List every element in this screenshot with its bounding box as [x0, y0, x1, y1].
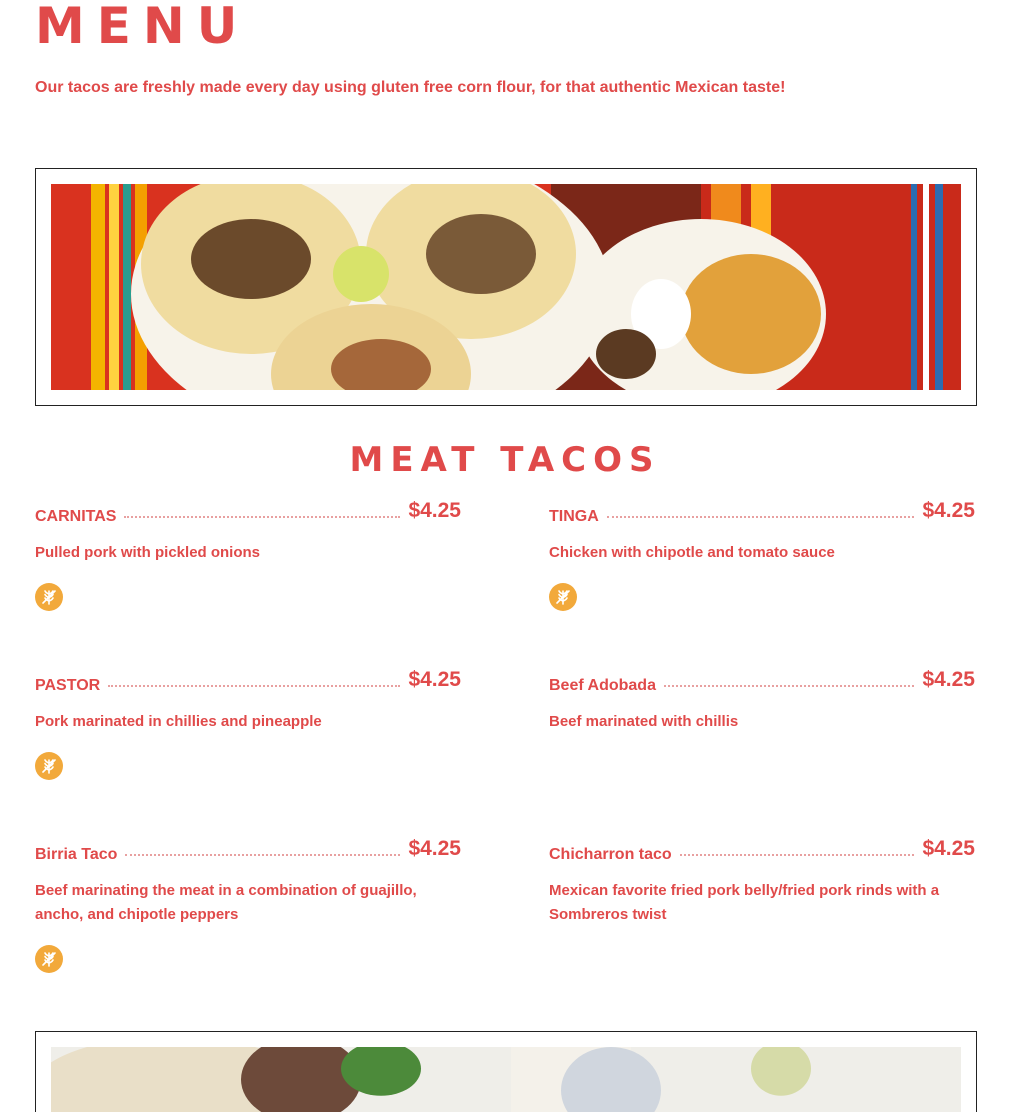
wheat-icon [35, 945, 63, 973]
item-description: Beef marinating the meat in a combination of guajillo, ancho, and chipotle peppers [35, 882, 417, 923]
item-price: $4.25 [408, 668, 461, 691]
item-price: $4.25 [922, 668, 975, 691]
item-name: Beef Adobada [549, 677, 656, 694]
second-photo [51, 1047, 961, 1112]
item-description: Pulled pork with pickled onions [35, 544, 261, 561]
dotted-leader [125, 853, 400, 856]
item-name: TINGA [549, 508, 599, 525]
menu-item [549, 837, 975, 927]
dotted-leader [607, 515, 915, 518]
menu-item [549, 499, 975, 611]
menu-intro: Our tacos are freshly made every day using gluten free corn flour, for that authentic Mexican taste! [35, 79, 786, 96]
item-price: $4.25 [922, 837, 975, 860]
wheat-icon [549, 583, 577, 611]
item-description: Beef marinated with chillis [549, 713, 739, 730]
tacos-photo [51, 184, 961, 390]
item-name: CARNITAS [35, 508, 117, 525]
menu-item [549, 668, 975, 734]
item-name: PASTOR [35, 677, 101, 694]
item-price: $4.25 [408, 837, 461, 860]
dotted-leader [680, 853, 915, 856]
dotted-leader [664, 684, 914, 687]
item-name: Chicharron taco [549, 846, 672, 863]
wheat-icon [35, 752, 63, 780]
tacos-photo-frame [35, 168, 977, 406]
menu-item [35, 837, 461, 973]
dotted-leader [108, 684, 400, 687]
menu-item [35, 668, 461, 780]
section-title: MEAT TACOS [349, 440, 661, 480]
page-title: MENU [35, 0, 250, 55]
dotted-leader [124, 515, 400, 518]
item-name: Birria Taco [35, 846, 118, 863]
item-description: Pork marinated in chillies and pineapple [35, 713, 322, 730]
second-photo-frame [35, 1031, 977, 1112]
menu-item [35, 499, 461, 611]
item-description: Mexican favorite fried pork belly/fried pork rinds with a Sombreros twist [549, 882, 940, 923]
wheat-icon [35, 583, 63, 611]
item-price: $4.25 [922, 499, 975, 522]
item-price: $4.25 [408, 499, 461, 522]
item-description: Chicken with chipotle and tomato sauce [549, 544, 835, 561]
